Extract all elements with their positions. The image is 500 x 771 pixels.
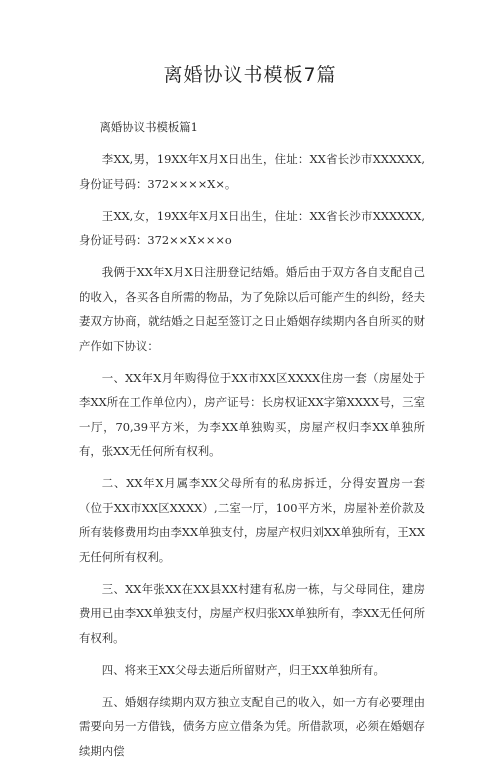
- paragraph-preamble: 我俩于XX年X月X日注册登记结婚。婚后由于双方各自支配自己的收入，各买各自所需的物品，为了免除以后可能产生的纠纷，经夫妻双方协商，就结婚之日起至签订之日止婚姻存续期内各自所买的财产作如下协议：: [79, 265, 425, 353]
- paragraph-clause-1: 一、XX年X月年购得位于XX市XX区XXXX住房一套（房屋处于李XX所在工作单位内），房产证号：长房权证XX字第XXXX号，三室一厅，70,39平方米，为李XX单独购买，房屋产权归李XX单独所有，张XX无任何所有权利。: [79, 370, 425, 458]
- section-heading: 离婚协议书模板篇1: [99, 120, 198, 134]
- document-body: [79, 115, 425, 771]
- document-title: 离婚协议书模板7篇: [163, 64, 337, 86]
- paragraph-clause-4: 四、将来王XX父母去逝后所留财产，归王XX单独所有。: [101, 662, 385, 677]
- paragraph-husband-info: 李XX,男，19XX年X月X日出生，住址：XX省长沙市XXXXXX,身份证号码：372××××X×。: [79, 152, 425, 191]
- paragraph-clause-3: 三、XX年张XX在XX县XX村建有私房一栋，与父母同住，建房费用已由李XX单独支付，房屋产权归张XX单独所有，李XX无任何所有权利。: [79, 581, 425, 645]
- paragraph-clause-5: 五、婚姻存续期内双方独立支配自己的收入，如一方有必要理由需要向另一方借钱，债务方应立借条为凭。所借款项，必须在婚姻存续期内偿: [79, 694, 425, 758]
- paragraph-clause-2: 二、XX年X月属李XX父母所有的私房拆迁，分得安置房一套（位于XX市XX区XXXX）,二室一厅，100平方米，房屋补差价款及所有装修费用均由李XX单独支付，房屋产权归刘XX单独所有，王XX无任何所有权利。: [79, 476, 425, 564]
- paragraph-wife-info: 王XX,女，19XX年X月X日出生，住址：XX省长沙市XXXXXX,身份证号码：372××X×××o: [79, 208, 425, 247]
